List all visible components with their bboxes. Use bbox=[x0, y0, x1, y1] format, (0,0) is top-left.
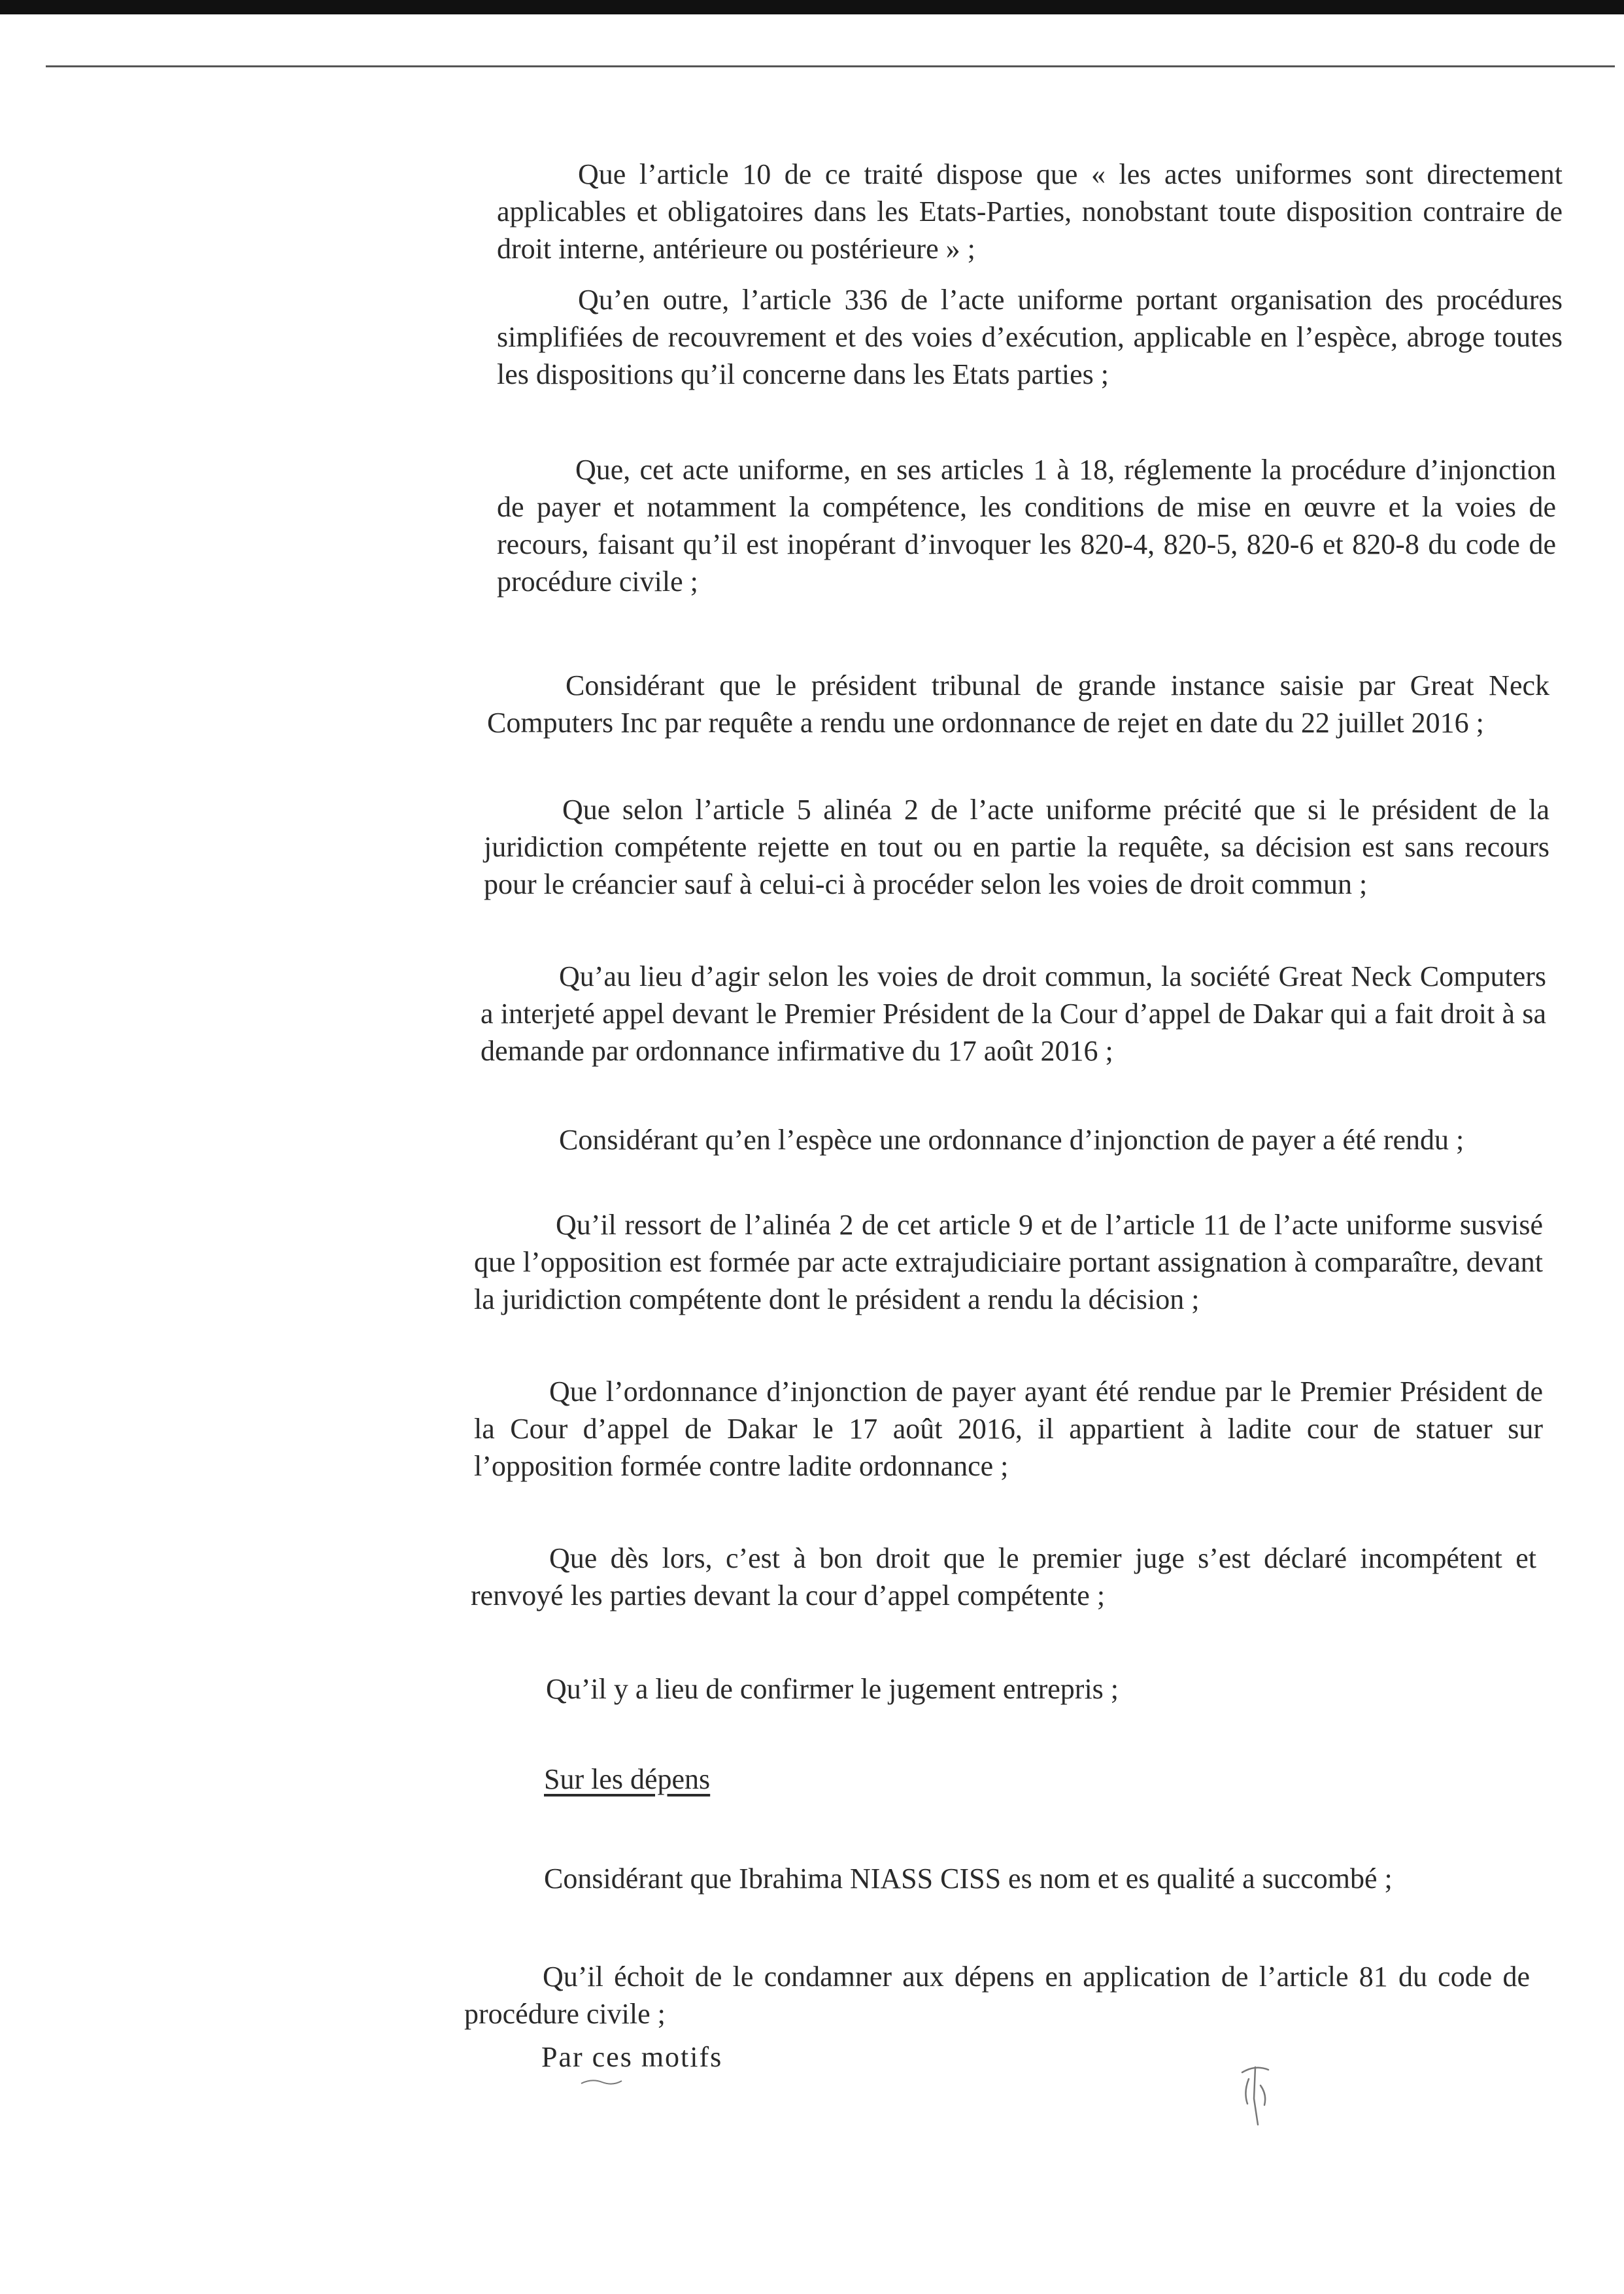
paragraph-article-10: Que l’article 10 de ce traité dispose que « les actes uniformes sont directement applicables et obligatoires dans les Etats-Parties, nonobstant toute disposition contraire de droit interne, antérieure ou postérieure » ; bbox=[497, 158, 1563, 265]
paragraph-article-336: Qu’en outre, l’article 336 de l’acte uniforme portant organisation des procédures simplifiées de recouvrement et des voies d’exécution, applicable en l’espèce, abroge toutes les dispositions qu’il concerne dans les Etats parties ; bbox=[497, 284, 1563, 390]
paragraph-injonction-rendu: Considérant qu’en l’espèce une ordonnance d’injonction de payer a été rendu ; bbox=[559, 1124, 1464, 1156]
paragraph-considerant-succombe: Considérant que Ibrahima NIASS CISS es nom et es qualité a succombé ; bbox=[544, 1863, 1393, 1895]
paragraph-article-5: Que selon l’article 5 alinéa 2 de l’acte uniforme précité que si le président de la juridiction compétente rejette en tout ou en partie la requête, sa décision est sans recours pour le créancier sauf à celui-ci à procéder selon les voies de droit commun ; bbox=[484, 794, 1549, 900]
paragraph-condamner-depens: Qu’il échoit de le condamner aux dépens en application de l’article 81 du code de procédure civile ; bbox=[464, 1961, 1530, 2030]
paragraph-acte-uniforme: Que, cet acte uniforme, en ses articles 1 à 18, réglemente la procédure d’injonction de payer et notamment la compétence, les conditions de mise en œuvre et la voies de recours, faisant qu’il est inopérant d’invoquer les 820-4, 820-5, 820-6 et 820-8 du code de procédure civile ; bbox=[497, 454, 1556, 598]
handwritten-mark bbox=[1229, 2053, 1281, 2138]
paragraph-opposition: Qu’il ressort de l’alinéa 2 de cet article 9 et de l’article 11 de l’acte uniforme susvisé que l’opposition est formée par acte extrajudiciaire portant assignation à comparaître, devant la juridiction compétente dont le président a rendu la décision ; bbox=[474, 1209, 1543, 1315]
paragraph-considerant-president: Considérant que le président tribunal de grande instance saisie par Great Neck Computers Inc par requête a rendu une ordonnance de rejet en date du 22 juillet 2016 ; bbox=[487, 669, 1549, 739]
paragraph-confirmer: Qu’il y a lieu de confirmer le jugement entrepris ; bbox=[546, 1673, 1119, 1705]
heading-par-ces-motifs: Par ces motifs bbox=[541, 2041, 723, 2073]
underline-scribble bbox=[579, 2076, 624, 2089]
paragraph-premier-juge: Que dès lors, c’est à bon droit que le premier juge s’est déclaré incompétent et renvoyé les parties devant la cour d’appel compétente ; bbox=[471, 1542, 1536, 1611]
paragraph-ordonnance-dakar: Que l’ordonnance d’injonction de payer ayant été rendue par le Premier Président de la Cour d’appel de Dakar le 17 août 2016, il appartient à ladite cour de statuer sur l’opposition formée contre ladite ordonnance ; bbox=[474, 1375, 1543, 1482]
paragraph-appel-dakar: Qu’au lieu d’agir selon les voies de droit commun, la société Great Neck Computers a interjeté appel devant le Premier Président de la Cour d’appel de Dakar qui a fait droit à sa demande par ordonnance infirmative du 17 août 2016 ; bbox=[481, 960, 1546, 1067]
heading-sur-les-depens: Sur les dépens bbox=[544, 1763, 711, 1795]
